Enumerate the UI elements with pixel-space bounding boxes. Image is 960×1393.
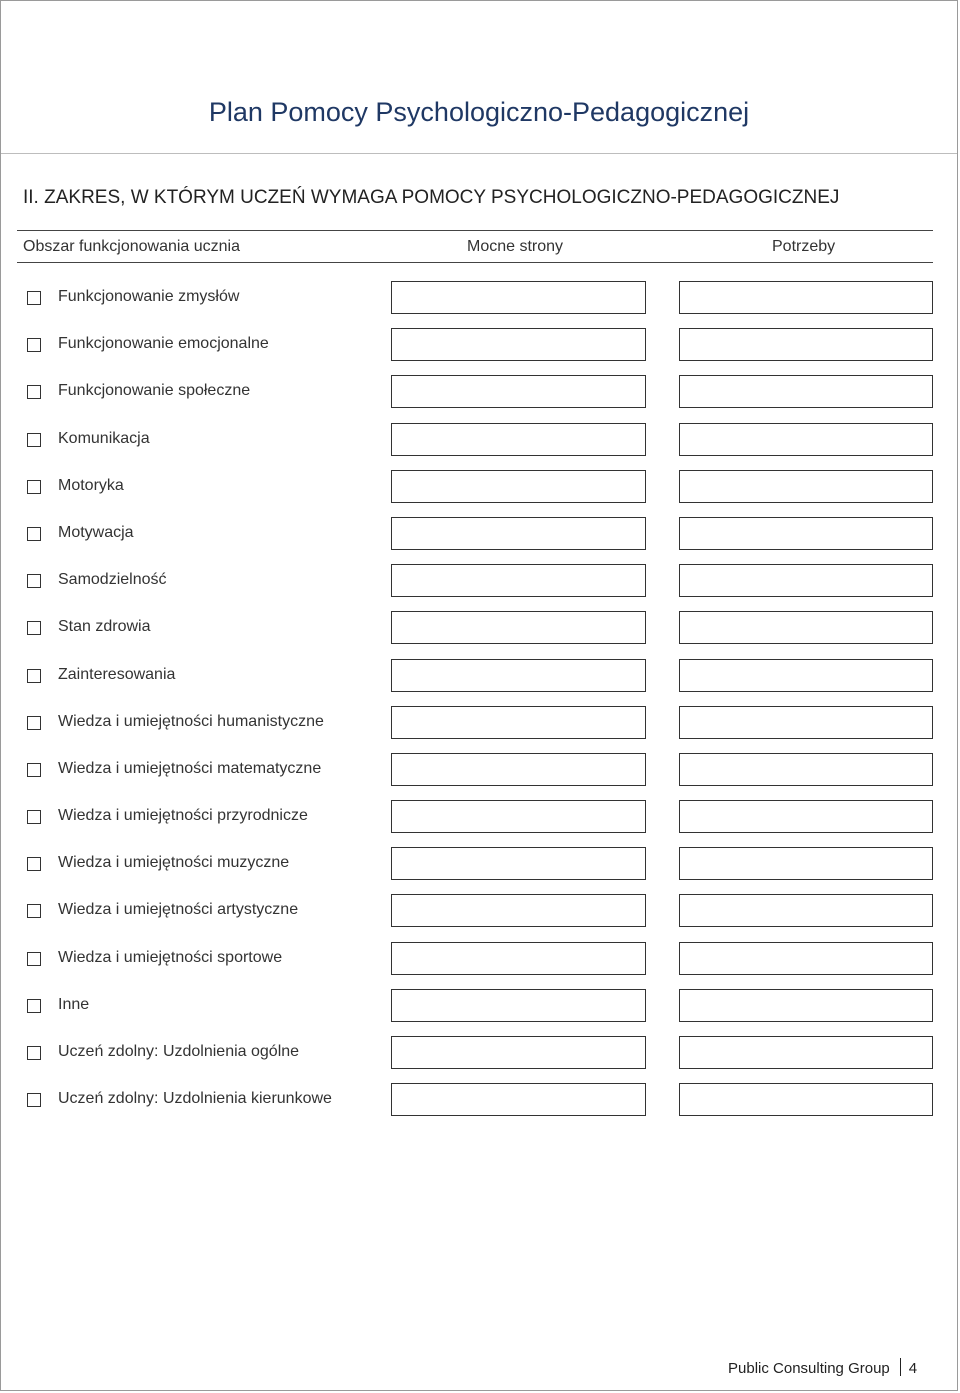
strengths-field[interactable]	[391, 470, 646, 503]
needs-field[interactable]	[679, 706, 933, 739]
area-label: Wiedza i umiejętności muzyczne	[58, 854, 290, 872]
area-checkbox[interactable]	[27, 385, 41, 399]
needs-field[interactable]	[679, 281, 933, 314]
title-divider	[1, 153, 957, 154]
strengths-field[interactable]	[391, 659, 646, 692]
area-checkbox[interactable]	[27, 952, 41, 966]
strengths-field[interactable]	[391, 800, 646, 833]
strengths-field[interactable]	[391, 894, 646, 927]
column-header-area: Obszar funkcjonowania ucznia	[23, 238, 241, 255]
area-row	[1, 1036, 959, 1083]
column-header-strengths: Mocne strony	[467, 238, 564, 255]
area-row	[1, 706, 959, 753]
strengths-field[interactable]	[391, 375, 646, 408]
functioning-areas-list	[1, 281, 959, 1130]
area-row	[1, 847, 959, 894]
area-label: Funkcjonowanie zmysłów	[58, 288, 240, 305]
strengths-field[interactable]	[391, 1036, 646, 1069]
area-checkbox[interactable]	[27, 338, 41, 352]
needs-field[interactable]	[679, 942, 933, 975]
area-label: Inne	[58, 995, 90, 1013]
header-top-rule	[17, 230, 933, 231]
area-label: Motywacja	[58, 523, 134, 541]
strengths-field[interactable]	[391, 517, 646, 550]
needs-field[interactable]	[679, 1083, 933, 1116]
area-row	[1, 281, 959, 328]
area-checkbox[interactable]	[27, 291, 41, 305]
area-label: Uczeń zdolny: Uzdolnienia kierunkowe	[58, 1090, 332, 1108]
area-row	[1, 517, 959, 564]
area-checkbox[interactable]	[27, 621, 41, 635]
needs-field[interactable]	[679, 800, 933, 833]
area-checkbox[interactable]	[27, 1093, 41, 1107]
area-row	[1, 375, 959, 422]
area-checkbox[interactable]	[27, 904, 41, 918]
area-checkbox[interactable]	[27, 527, 41, 541]
area-row	[1, 470, 959, 517]
footer-separator	[900, 1358, 901, 1376]
needs-field[interactable]	[679, 894, 933, 927]
area-row	[1, 753, 959, 800]
needs-field[interactable]	[679, 470, 933, 503]
area-row	[1, 989, 959, 1036]
strengths-field[interactable]	[391, 847, 646, 880]
area-row	[1, 894, 959, 941]
area-row	[1, 659, 959, 706]
strengths-field[interactable]	[391, 611, 646, 644]
column-header-needs: Potrzeby	[772, 238, 836, 255]
strengths-field[interactable]	[391, 753, 646, 786]
needs-field[interactable]	[679, 659, 933, 692]
strengths-field[interactable]	[391, 423, 646, 456]
needs-field[interactable]	[679, 375, 933, 408]
strengths-field[interactable]	[391, 1083, 646, 1116]
area-row	[1, 942, 959, 989]
needs-field[interactable]	[679, 847, 933, 880]
area-label: Uczeń zdolny: Uzdolnienia ogólne	[58, 1043, 300, 1060]
area-label: Wiedza i umiejętności matematyczne	[58, 759, 322, 777]
area-label: Zainteresowania	[58, 665, 176, 683]
strengths-field[interactable]	[391, 942, 646, 975]
area-label: Funkcjonowanie emocjonalne	[58, 335, 269, 353]
strengths-field[interactable]	[391, 281, 646, 314]
area-checkbox[interactable]	[27, 763, 41, 777]
needs-field[interactable]	[679, 423, 933, 456]
section-heading: II. ZAKRES, W KTÓRYM UCZEŃ WYMAGA POMOCY PSYCHOLOGICZNO-PEDAGOGICZNEJ	[23, 187, 840, 208]
footer-page-number: 4	[908, 1360, 918, 1377]
strengths-field[interactable]	[391, 328, 646, 361]
header-bottom-rule	[17, 262, 933, 263]
area-label: Wiedza i umiejętności sportowe	[58, 948, 283, 966]
page-title: Plan Pomocy Psychologiczno-Pedagogicznej	[208, 97, 750, 127]
area-label: Komunikacja	[58, 429, 150, 447]
area-checkbox[interactable]	[27, 669, 41, 683]
needs-field[interactable]	[679, 517, 933, 550]
area-row	[1, 800, 959, 847]
area-checkbox[interactable]	[27, 1046, 41, 1060]
area-checkbox[interactable]	[27, 810, 41, 824]
needs-field[interactable]	[679, 611, 933, 644]
area-label: Stan zdrowia	[58, 618, 151, 636]
area-checkbox[interactable]	[27, 574, 41, 588]
needs-field[interactable]	[679, 989, 933, 1022]
area-checkbox[interactable]	[27, 433, 41, 447]
area-label: Wiedza i umiejętności humanistyczne	[58, 712, 324, 730]
area-label: Wiedza i umiejętności artystyczne	[58, 901, 299, 919]
area-label: Funkcjonowanie społeczne	[58, 382, 251, 400]
strengths-field[interactable]	[391, 564, 646, 597]
area-row	[1, 1083, 959, 1130]
area-row	[1, 611, 959, 658]
area-checkbox[interactable]	[27, 716, 41, 730]
strengths-field[interactable]	[391, 706, 646, 739]
area-checkbox[interactable]	[27, 857, 41, 871]
needs-field[interactable]	[679, 1036, 933, 1069]
area-row	[1, 328, 959, 375]
area-label: Motoryka	[58, 476, 124, 494]
needs-field[interactable]	[679, 564, 933, 597]
strengths-field[interactable]	[391, 989, 646, 1022]
area-row	[1, 564, 959, 611]
needs-field[interactable]	[679, 753, 933, 786]
page-footer	[728, 1358, 917, 1377]
area-label: Wiedza i umiejętności przyrodnicze	[58, 807, 308, 825]
area-checkbox[interactable]	[27, 999, 41, 1013]
footer-company: Public Consulting Group	[728, 1360, 890, 1377]
needs-field[interactable]	[679, 328, 933, 361]
area-label: Samodzielność	[58, 571, 167, 589]
area-row	[1, 423, 959, 470]
area-checkbox[interactable]	[27, 480, 41, 494]
